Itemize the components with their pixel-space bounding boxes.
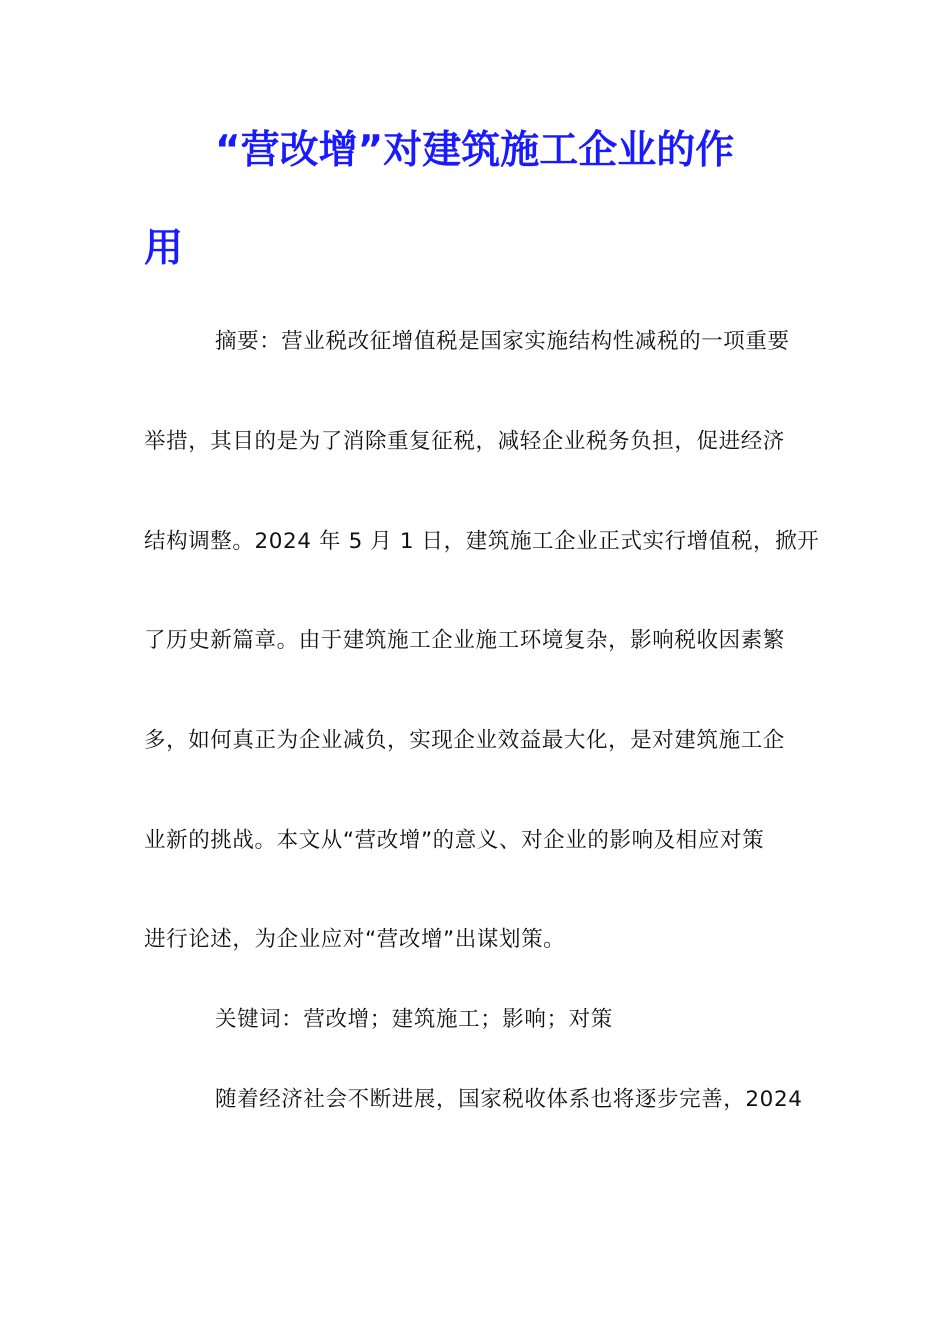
abstract-line-7: 进行论述，为企业应对“营改增”出谋划策。 — [144, 927, 566, 952]
abstract-line-3: 结构调整。2024 年 5 月 1 日，建筑施工企业正式实行增值税，掀开 — [144, 529, 820, 554]
document-title-line-2: 用 — [144, 226, 184, 271]
keywords-line: 关键词：营改增；建筑施工；影响；对策 — [215, 1007, 613, 1032]
abstract-line-4: 了历史新篇章。由于建筑施工企业施工环境复杂，影响税收因素繁 — [144, 628, 785, 653]
abstract-line-2: 举措，其目的是为了消除重复征税，减轻企业税务负担，促进经济 — [144, 429, 785, 454]
abstract-line-5: 多，如何真正为企业减负，实现企业效益最大化，是对建筑施工企 — [144, 728, 785, 753]
body-paragraph-first-line: 随着经济社会不断进展，国家税收体系也将逐步完善，2024 — [215, 1087, 803, 1112]
document-title-line-1: “营改增”对建筑施工企业的作 — [215, 128, 735, 173]
abstract-line-6: 业新的挑战。本文从“营改增”的意义、对企业的影响及相应对策 — [144, 828, 765, 853]
abstract-line-1: 摘要：营业税改征增值税是国家实施结构性减税的一项重要 — [215, 329, 790, 354]
